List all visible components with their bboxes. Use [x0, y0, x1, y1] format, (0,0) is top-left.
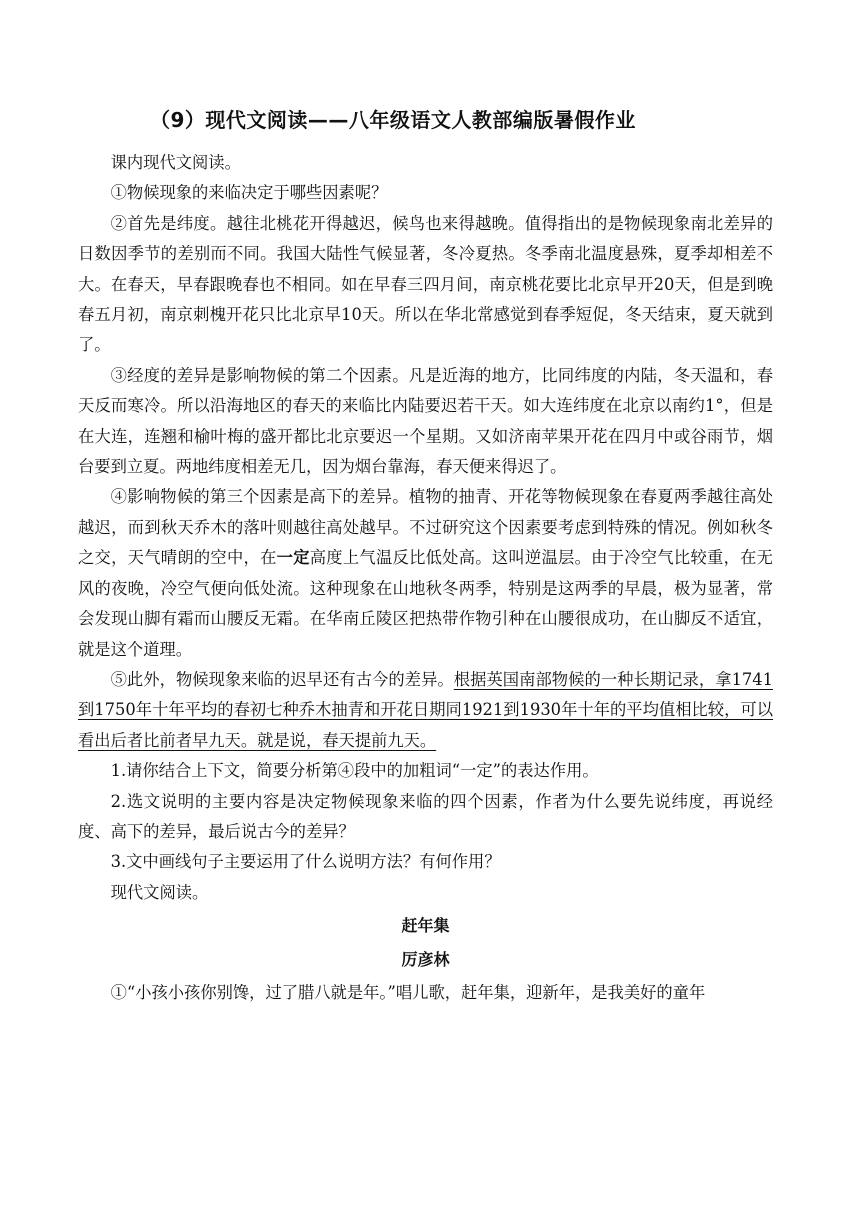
paragraph-2: ②首先是纬度。越往北桃花开得越迟，候鸟也来得越晚。值得指出的是物候现象南北差异的日数因季节的差别而不同。我国大陆性气候显著，冬冷夏热。冬季南北温度悬殊，夏季却相差不大。在春天，早春跟晚春也不相同。如在早春三四月间，南京桃花要比北京早开20天，但是到晚春五月初，南京刺槐开花只比北京早10天。所以在华北常感觉到春季短促，冬天结束，夏天就到了。: [78, 213, 773, 355]
question-2: 2.选文说明的主要内容是决定物候现象来临的四个因素，作者为什么要先说纬度，再说经度、高下的差异，最后说古今的差异？: [78, 791, 773, 841]
document-body: [78, 148, 773, 1008]
question-3: 3.文中画线句子主要运用了什么说明方法？有何作用？: [110, 852, 501, 872]
paragraph-4-part-a: ④影响物候的第三个因素是高下的差异。植物的抽青、开花等物候现象在春夏两季越往高处越迟，而到秋天乔木的落叶则越往高处越早。不过研究这个因素要考虑到特殊的情况。例如秋冬之交，天气晴朗的空中，在: [78, 487, 773, 568]
page-title: （9）现代文阅读——八年级语文人教部编版暑假作业: [150, 108, 636, 132]
underlined-sentence: 根据英国南部物候的一种长期记录，拿1741到1750年十年平均的春初七种乔木抽青和开花日期同1921到1930年十年的平均值相比较，可以看出后者比前者早九天。就是说，春天提前九天。: [78, 669, 773, 750]
section-label-2: 现代文阅读。: [110, 882, 209, 902]
paragraph-1: ①物候现象的来临决定于哪些因素呢？: [110, 183, 388, 203]
paragraph-5: [78, 665, 773, 756]
paragraph-3: ③经度的差异是影响物候的第二个因素。凡是近海的地方，比同纬度的内陆，冬天温和，春天反而寒冷。所以沿海地区的春天的来临比内陆要迟若干天。如大连纬度在北京以南约1°，但是在大连，连翘和榆叶梅的盛开都比北京要迟一个星期。又如济南苹果开花在四月中或谷雨节，烟台要到立夏。两地纬度相差无几，因为烟台靠海，春天便来得迟了。: [78, 365, 773, 477]
story-paragraph-1: ①“小孩小孩你别馋，过了腊八就是年。”唱儿歌，赶年集，迎新年，是我美好的童年: [110, 982, 706, 1002]
section-label: 课内现代文阅读。: [110, 153, 241, 172]
paragraph-4: [78, 482, 773, 664]
paragraph-4-part-b: 高度上气温反比低处高。这叫逆温层。由于冷空气比较重，在无风的夜晚，冷空气便向低处流。这种现象在山地秋冬两季，特别是这两季的早晨，极为显著，常会发现山脚有霜而山腰反无霜。在华南丘陵区把热带作物引种在山腰很成功，在山脚反不适宜，就是这个道理。: [78, 548, 773, 659]
story-title: 赶年集: [401, 916, 450, 936]
story-author: 厉彦林: [401, 949, 450, 969]
paragraph-5-part-a: ⑤此外，物候现象来临的迟早还有古今的差异。: [110, 669, 454, 689]
bold-word: 一定: [276, 548, 310, 568]
question-1: 1.请你结合上下文，简要分析第④段中的加粗词“一定”的表达作用。: [110, 761, 599, 781]
